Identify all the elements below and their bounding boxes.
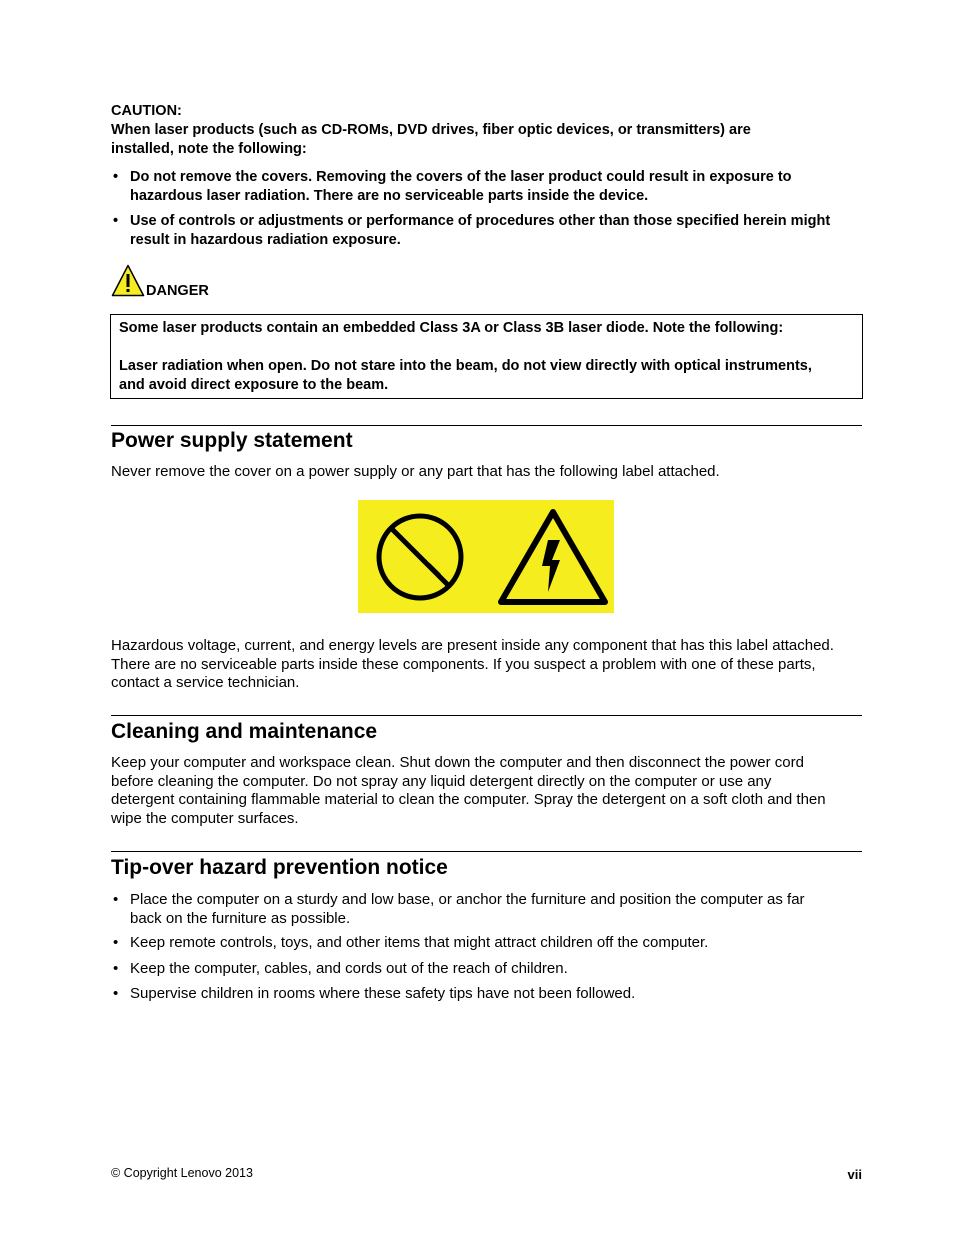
power-supply-body: Hazardous voltage, current, and energy levels are present inside any component that has this label attached. There are no serviceable parts inside these components. If you suspect a problem with one of these parts, contact a service technician. — [111, 637, 834, 691]
danger-label: DANGER — [146, 283, 209, 299]
power-supply-intro: Never remove the cover on a power supply or any part that has the following label attached. — [111, 463, 720, 480]
page-number: vii — [847, 1167, 862, 1182]
power-supply-warning-label — [358, 500, 614, 613]
tipover-item: • Supervise children in rooms where these safety tips have not been followed. — [111, 985, 831, 1004]
tipover-heading: Tip-over hazard prevention notice — [111, 856, 448, 879]
cleaning-heading: Cleaning and maintenance — [111, 720, 378, 743]
danger-box-line2: Laser radiation when open. Do not stare into the beam, do not view directly with optical instruments, and avoid direct exposure to the beam. — [119, 358, 812, 393]
tipover-item: • Place the computer on a sturdy and low base, or anchor the furniture and position the computer as far back on the furniture as possible. — [111, 891, 831, 928]
danger-box-line1: Some laser products contain an embedded Class 3A or Class 3B laser diode. Note the following: — [119, 320, 784, 336]
cleaning-body: Keep your computer and workspace clean. Shut down the computer and then disconnect the power cord before cleaning the computer. Do not spray any liquid detergent directly on the computer or use any detergent containing flammable material to clean the computer. Spray the detergent on a soft cloth and then wipe the computer surfaces. — [111, 754, 826, 827]
power-label-graphics — [358, 500, 614, 613]
power-supply-heading: Power supply statement — [111, 429, 353, 452]
caution-title: CAUTION: — [111, 103, 182, 119]
tipover-item: • Keep the computer, cables, and cords out of the reach of children. — [111, 960, 831, 979]
danger-notice-box — [110, 314, 863, 399]
caution-list — [111, 168, 871, 250]
caution-intro: When laser products (such as CD-ROMs, DVD drives, fiber optic devices, or transmitters) are installed, note the following: — [111, 122, 751, 157]
caution-block — [111, 102, 871, 250]
high-voltage-icon — [501, 512, 605, 602]
section-divider — [111, 715, 862, 716]
caution-item: • Do not remove the covers. Removing the covers of the laser product could result in exposure to hazardous laser radiation. There are no serviceable parts inside the device. — [111, 168, 850, 206]
warning-triangle-icon — [111, 264, 145, 297]
tipover-list — [111, 891, 831, 1004]
footer-copyright: © Copyright Lenovo 2013 — [111, 1166, 253, 1180]
section-divider — [111, 851, 862, 852]
section-divider — [111, 425, 862, 426]
tipover-item: • Keep remote controls, toys, and other items that might attract children off the computer. — [111, 934, 831, 953]
no-screwdriver-icon — [379, 516, 461, 598]
caution-item: • Use of controls or adjustments or performance of procedures other than those specified herein might result in hazardous radiation exposure. — [111, 212, 850, 250]
